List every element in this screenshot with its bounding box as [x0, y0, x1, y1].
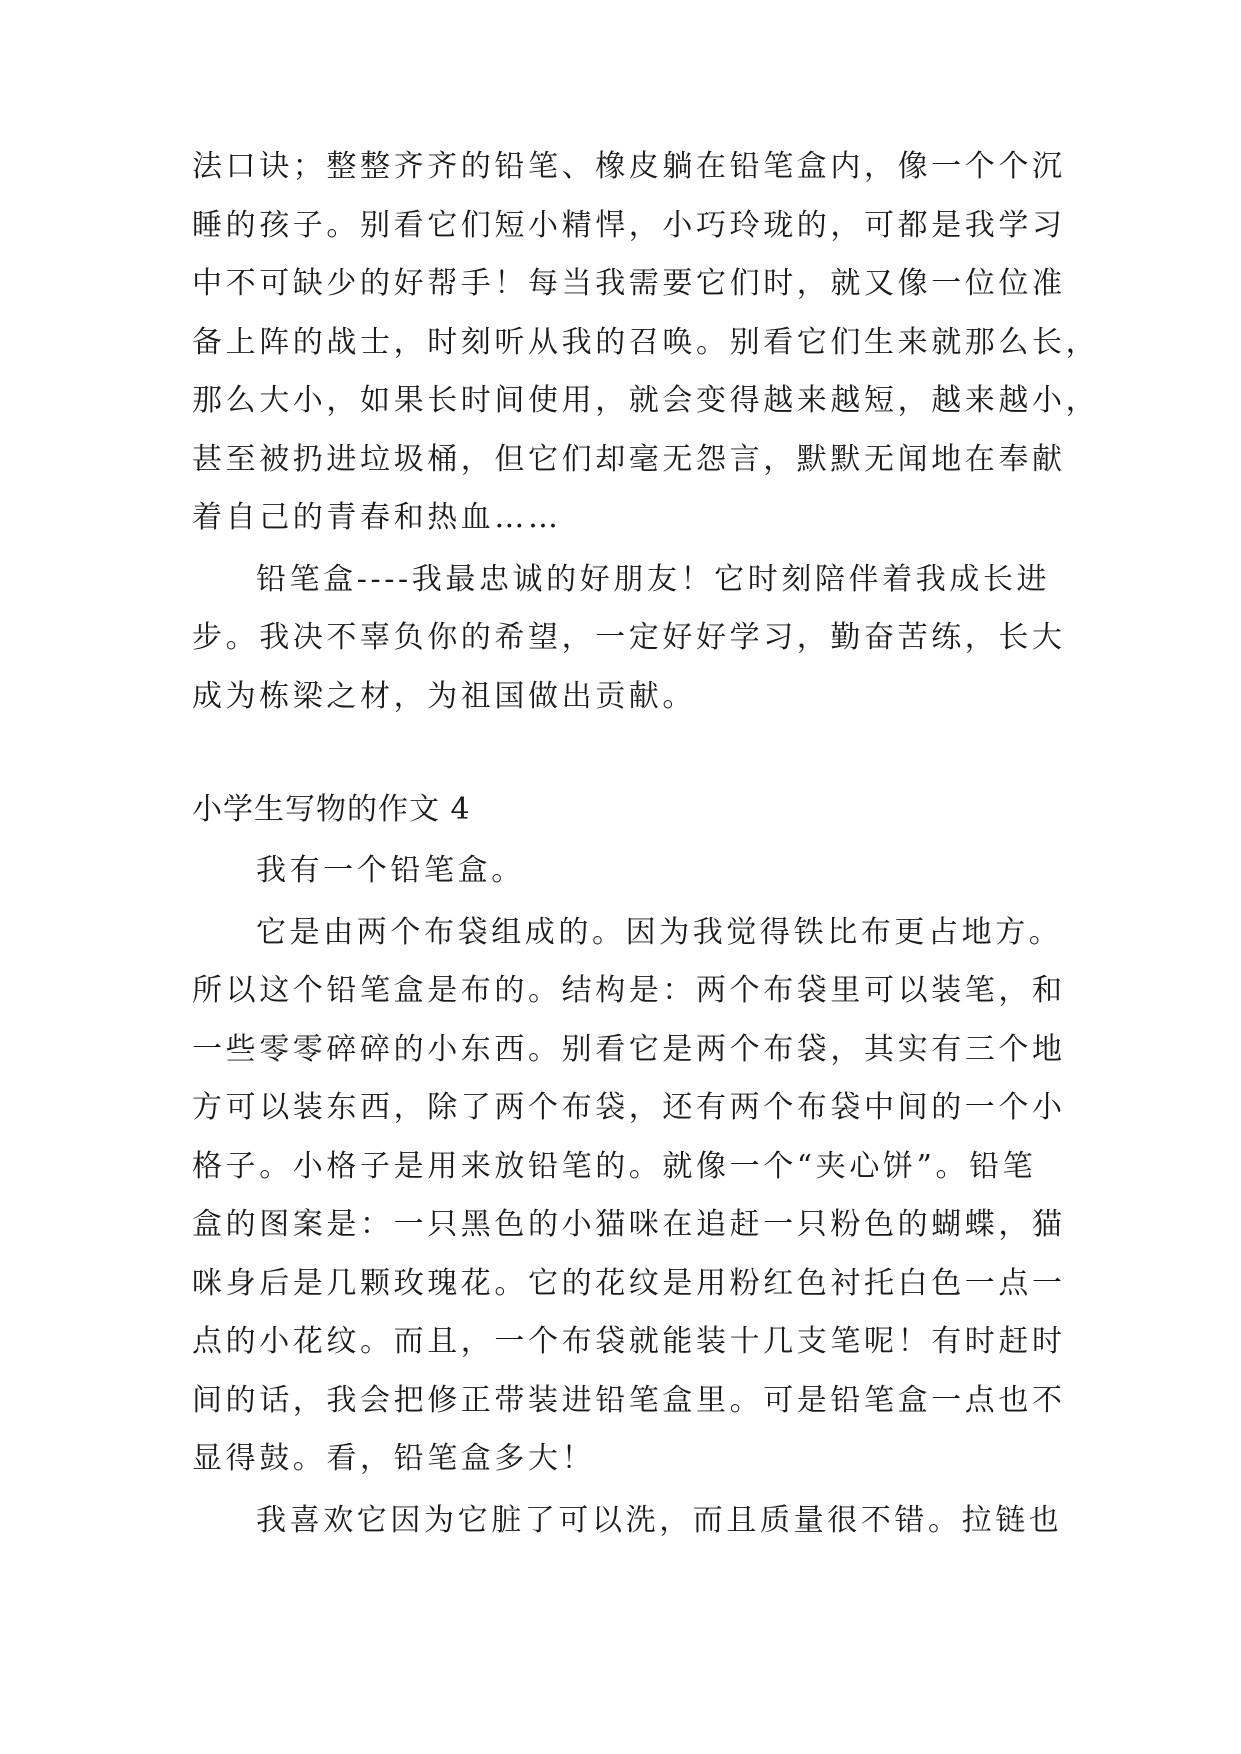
paragraph-start-line: 铅笔盒----我最忠诚的好朋友！它时刻陪伴着我成长进 — [256, 562, 1051, 597]
paragraph-start-line: 它是由两个布袋组成的。因为我觉得铁比布更占地方。 — [256, 915, 1063, 950]
text-line: 间的话，我会把修正带装进铅笔盒里。可是铅笔盒一点也不 — [192, 1383, 1066, 1418]
text-line: 点的小花纹。而且，一个布袋就能装十几支笔呢！有时赶时 — [192, 1324, 1066, 1359]
paragraph-start-line: 我喜欢它因为它脏了可以洗，而且质量很不错。拉链也 — [256, 1503, 1063, 1538]
text-line: 步。我决不辜负你的希望，一定好好学习，勤奋苦练，长大 — [192, 620, 1066, 655]
text-line: 成为栋梁之材，为祖国做出贡献。 — [192, 679, 696, 714]
text-line: 中不可缺少的好帮手！每当我需要它们时，就又像一位位准 — [192, 266, 1066, 301]
text-line: 备上阵的战士，时刻听从我的召唤。别看它们生来就那么长， — [192, 325, 1100, 360]
text-line: 睡的孩子。别看它们短小精悍，小巧玲珑的，可都是我学习 — [192, 208, 1066, 243]
text-line: 法口诀；整整齐齐的铅笔、橡皮躺在铅笔盒内，像一个个沉 — [192, 149, 1066, 184]
text-line: 方可以装东西，除了两个布袋，还有两个布袋中间的一个小 — [192, 1090, 1066, 1125]
text-line: 一些零零碎碎的小东西。别看它是两个布袋，其实有三个地 — [192, 1032, 1066, 1067]
text-line: 甚至被扔进垃圾桶，但它们却毫无怨言，默默无闻地在奉献 — [192, 442, 1066, 477]
text-line: 显得鼓。看，铅笔盒多大！ — [192, 1441, 596, 1476]
text-line: 格子。小格子是用来放铅笔的。就像一个“夹心饼”。铅笔 — [192, 1149, 1037, 1184]
text-line: 着自己的青春和热血…… — [192, 500, 562, 535]
text-line: 所以这个铅笔盒是布的。结构是：两个布袋里可以装笔，和 — [192, 973, 1066, 1008]
text-line: 咪身后是几颗玫瑰花。它的花纹是用粉红色衬托白色一点一 — [192, 1266, 1066, 1301]
text-line: 盒的图案是：一只黑色的小猫咪在追赶一只粉色的蝴蝶，猫 — [192, 1207, 1066, 1242]
paragraph-start-line: 我有一个铅笔盒。 — [256, 853, 525, 888]
section-heading: 小学生写物的作文 4 — [192, 792, 471, 827]
text-line: 那么大小，如果长时间使用，就会变得越来越短，越来越小， — [192, 383, 1100, 418]
